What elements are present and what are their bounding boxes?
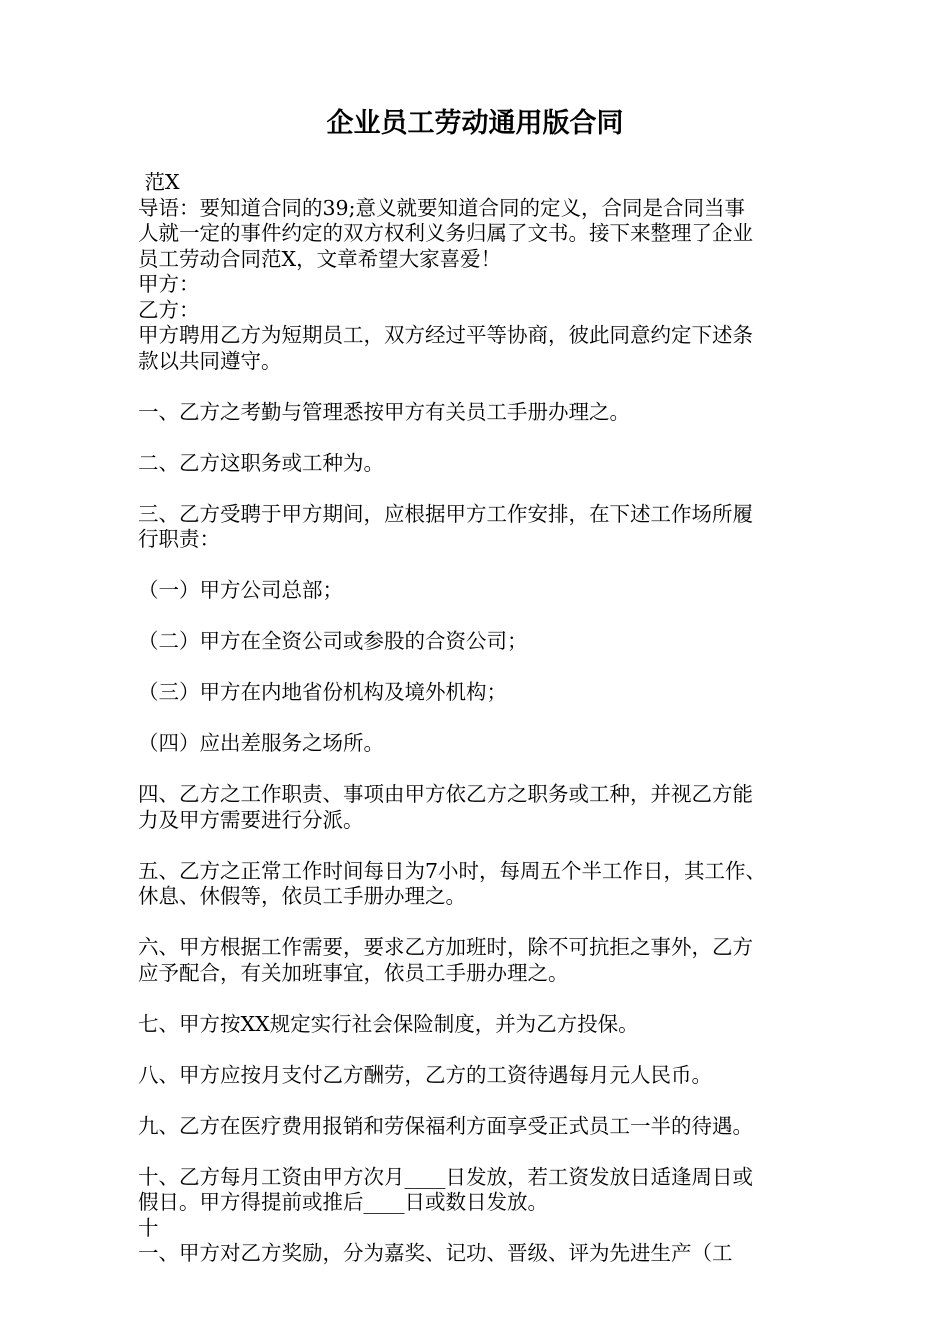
text-line: 范X bbox=[138, 170, 180, 194]
clause-8: 八、甲方应按月支付乙方酬劳，乙方的工资待遇每月元人民币。 bbox=[138, 1062, 712, 1087]
blank-line bbox=[138, 655, 828, 681]
clause-7: 七、甲方按XX规定实行社会保险制度，并为乙方投保。 bbox=[138, 1011, 639, 1036]
text-line: 乙方： bbox=[138, 297, 200, 322]
sub-item-3: （三）甲方在内地省份机构及境外机构； bbox=[138, 680, 507, 704]
blank-line bbox=[138, 986, 828, 1012]
blank-line bbox=[138, 706, 828, 732]
blank-line bbox=[138, 833, 828, 859]
blank-line bbox=[138, 1139, 828, 1165]
blank-line bbox=[138, 604, 828, 630]
clause-2: 二、乙方这职务或工种为。 bbox=[138, 450, 384, 475]
document-title: 企业员工劳动通用版合同 bbox=[326, 108, 624, 139]
blank-line bbox=[138, 425, 828, 451]
text-line: 甲方： bbox=[138, 272, 200, 296]
text-line: 导语：要知道合同的39;意义就要知道合同的定义，合同是合同当事 bbox=[138, 195, 745, 220]
clause-4-cont: 力及甲方需要进行分派。 bbox=[138, 807, 364, 832]
clause-6-cont: 应予配合，有关加班事宜，依员工手册办理之。 bbox=[138, 960, 569, 985]
clause-3: 三、乙方受聘于甲方期间，应根据甲方工作安排，在下述工作场所履 bbox=[138, 501, 753, 526]
sub-item-4: （四）应出差服务之场所。 bbox=[138, 731, 384, 755]
blank-line bbox=[138, 757, 828, 783]
text-line: 甲方聘用乙方为短期员工，双方经过平等协商，彼此同意约定下述条 bbox=[138, 323, 753, 347]
sub-item-1: （一）甲方公司总部； bbox=[138, 578, 343, 602]
clause-3-cont: 行职责： bbox=[138, 527, 220, 551]
blank-line bbox=[138, 553, 828, 579]
clause-10: 十、乙方每月工资由甲方次月____日发放，若工资发放日适逢周日或 bbox=[138, 1164, 753, 1189]
clause-1: 一、乙方之考勤与管理悉按甲方有关员工手册办理之。 bbox=[138, 399, 630, 424]
blank-line bbox=[138, 1088, 828, 1114]
clause-11: 一、甲方对乙方奖励，分为嘉奖、记功、晋级、评为先进生产（工 bbox=[138, 1241, 733, 1265]
clause-9: 九、乙方在医疗费用报销和劳保福利方面享受正式员工一半的待遇。 bbox=[138, 1113, 753, 1138]
blank-line bbox=[138, 374, 828, 400]
clause-5-cont: 休息、休假等，依员工手册办理之。 bbox=[138, 884, 466, 908]
clause-6: 六、甲方根据工作需要，要求乙方加班时，除不可抗拒之事外，乙方 bbox=[138, 935, 753, 959]
sub-item-2: （二）甲方在全资公司或参股的合资公司； bbox=[138, 629, 528, 653]
text-line: 员工劳动合同范X，文章希望大家喜爱！ bbox=[138, 246, 502, 271]
blank-line bbox=[138, 910, 828, 936]
text-line: 款以共同遵守。 bbox=[138, 348, 282, 373]
clause-4: 四、乙方之工作职责、事项由甲方依乙方之职务或工种，并视乙方能 bbox=[138, 782, 753, 806]
clause-11-number: 十 bbox=[138, 1215, 159, 1240]
blank-line bbox=[138, 476, 828, 502]
blank-line bbox=[138, 1037, 828, 1063]
document-body bbox=[138, 170, 828, 1267]
text-line: 人就一定的事件约定的双方权利义务归属了文书。接下来整理了企业 bbox=[138, 221, 753, 245]
clause-5: 五、乙方之正常工作时间每日为7小时，每周五个半工作日，其工作、 bbox=[138, 858, 767, 883]
clause-10-cont: 假日。甲方得提前或推后____日或数日发放。 bbox=[138, 1190, 548, 1214]
